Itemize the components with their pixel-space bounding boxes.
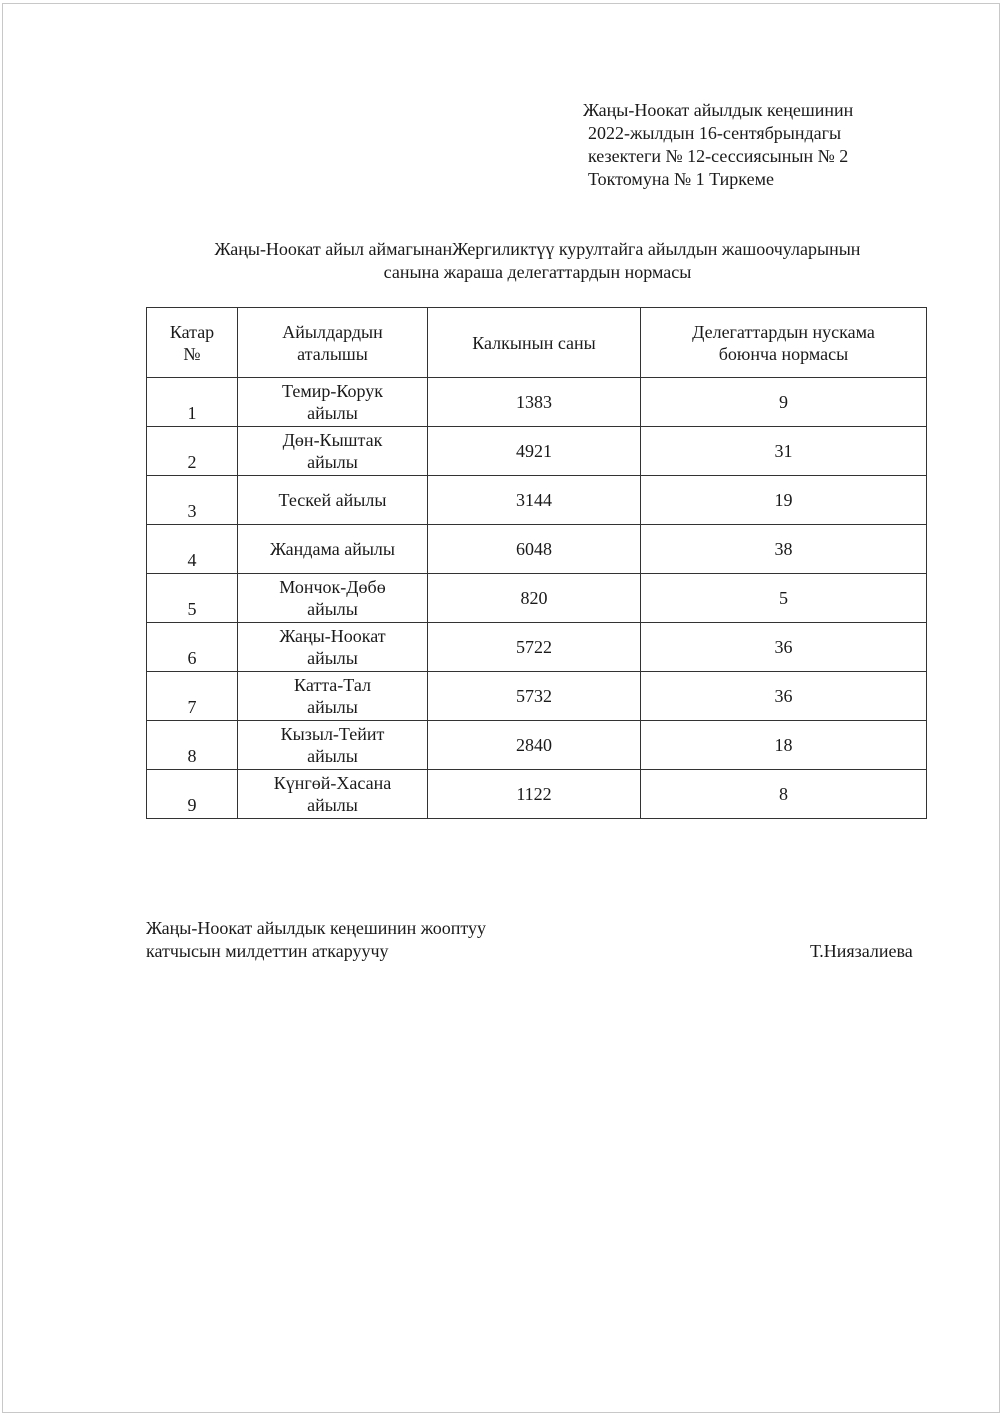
village-name-text: Темир-Корук айылы	[282, 381, 383, 423]
table-row	[147, 672, 927, 721]
population-value-text: 5732	[516, 686, 552, 706]
table-header-row	[147, 308, 927, 378]
population-value-text: 5722	[516, 637, 552, 657]
table-row	[147, 476, 927, 525]
population-value-text: 3144	[516, 490, 552, 510]
population-value-text: 820	[520, 588, 548, 608]
row-number-text: 1	[187, 403, 197, 423]
delegate-norm-value	[641, 672, 927, 721]
row-number-text: 4	[187, 550, 197, 570]
village-name-text: Күнгөй-Хасана айылы	[273, 773, 392, 815]
signatory-line-2: катчысын милдеттин аткаруучу	[146, 941, 389, 961]
signatory-line-1: Жаңы-Ноокат айылдык кеңешинин жооптуу	[146, 918, 486, 938]
header-line-2: 2022-жылдын 16-сентябрындагы	[588, 123, 842, 143]
village-name	[238, 378, 428, 427]
header-number	[147, 308, 238, 378]
header-norm-line-1: Делегаттардын нускама	[692, 321, 875, 342]
row-number	[147, 476, 238, 525]
population-value	[428, 770, 641, 819]
population-value-text: 4921	[516, 441, 552, 461]
header-norm-line-2: боюнча нормасы	[718, 343, 849, 364]
row-number-text: 2	[187, 452, 197, 472]
delegate-norm-value-text: 31	[774, 441, 793, 461]
table-row	[147, 427, 927, 476]
delegate-norm-value	[641, 525, 927, 574]
delegate-norm-value-text: 36	[774, 637, 793, 657]
header-number-line-2: №	[183, 343, 201, 364]
delegate-norm-table	[146, 307, 927, 819]
village-name	[238, 427, 428, 476]
village-name-text: Мончок-Дөбө айылы	[279, 577, 386, 619]
population-value	[428, 721, 641, 770]
village-name	[238, 476, 428, 525]
population-value	[428, 672, 641, 721]
appendix-header	[583, 99, 853, 191]
header-line-4: Токтомуна № 1 Тиркеме	[588, 169, 774, 189]
population-value-text: 6048	[516, 539, 552, 559]
header-population: Калкынын саны	[428, 308, 641, 378]
delegate-norm-value	[641, 476, 927, 525]
village-name	[238, 672, 428, 721]
table-row	[147, 525, 927, 574]
row-number-text: 5	[187, 599, 197, 619]
row-number	[147, 770, 238, 819]
delegate-norm-value	[641, 574, 927, 623]
village-name	[238, 770, 428, 819]
delegate-norm-value-text: 18	[774, 735, 793, 755]
village-name-text: Катта-Тал айылы	[294, 675, 371, 717]
header-delegate-norm	[641, 308, 927, 378]
village-name-text: Тескей айылы	[278, 490, 387, 510]
delegate-norm-value-text: 9	[779, 392, 788, 412]
row-number	[147, 427, 238, 476]
row-number-text: 6	[187, 648, 197, 668]
table-row	[147, 721, 927, 770]
row-number	[147, 623, 238, 672]
table-row	[147, 574, 927, 623]
delegate-norm-value-text: 19	[774, 490, 793, 510]
header-name-line-1: Айылдардын	[282, 321, 383, 342]
row-number-text: 7	[187, 697, 197, 717]
delegate-norm-value	[641, 427, 927, 476]
village-name	[238, 721, 428, 770]
population-value	[428, 623, 641, 672]
village-name	[238, 623, 428, 672]
delegate-norm-value-text: 5	[779, 588, 788, 608]
delegate-norm-value-text: 36	[774, 686, 793, 706]
population-value	[428, 574, 641, 623]
delegate-norm-value-text: 38	[774, 539, 793, 559]
delegate-norm-value-text: 8	[779, 784, 788, 804]
signatory-name: Т.Ниязалиева	[810, 941, 913, 961]
population-value-text: 2840	[516, 735, 552, 755]
row-number	[147, 378, 238, 427]
delegate-norm-value	[641, 721, 927, 770]
row-number	[147, 525, 238, 574]
village-name	[238, 574, 428, 623]
village-name	[238, 525, 428, 574]
header-number-line-1: Катар	[169, 321, 215, 342]
delegate-norm-value	[641, 770, 927, 819]
signatory-title	[146, 917, 486, 963]
table-row	[147, 623, 927, 672]
row-number-text: 9	[187, 795, 197, 815]
row-number-text: 3	[187, 501, 197, 521]
delegate-norm-value	[641, 623, 927, 672]
village-name-text: Жандама айылы	[270, 539, 395, 559]
table-row	[147, 770, 927, 819]
population-value-text: 1383	[516, 392, 552, 412]
document-title	[140, 238, 935, 284]
population-value	[428, 525, 641, 574]
title-line-1: Жаңы-Ноокат айыл аймагынанЖергиликтүү курултайга айылдын жашоочуларынын	[214, 239, 861, 259]
village-name-text: Дөн-Кыштак айылы	[282, 430, 383, 472]
population-value	[428, 378, 641, 427]
header-line-1: Жаңы-Ноокат айылдык кеңешинин	[583, 100, 854, 120]
row-number	[147, 574, 238, 623]
population-value-text: 1122	[516, 784, 552, 804]
population-value	[428, 476, 641, 525]
row-number	[147, 672, 238, 721]
village-name-text: Кызыл-Тейит айылы	[280, 724, 385, 766]
header-name-line-2: аталышы	[297, 343, 368, 364]
row-number	[147, 721, 238, 770]
table-body	[147, 378, 927, 819]
title-line-2: санына жараша делегаттардын нормасы	[383, 262, 692, 282]
header-line-3: кезектеги № 12-сессиясынын № 2	[588, 146, 849, 166]
population-value	[428, 427, 641, 476]
header-village-name	[238, 308, 428, 378]
row-number-text: 8	[187, 746, 197, 766]
delegate-norm-value	[641, 378, 927, 427]
table-row	[147, 378, 927, 427]
village-name-text: Жаңы-Ноокат айылы	[279, 626, 386, 668]
